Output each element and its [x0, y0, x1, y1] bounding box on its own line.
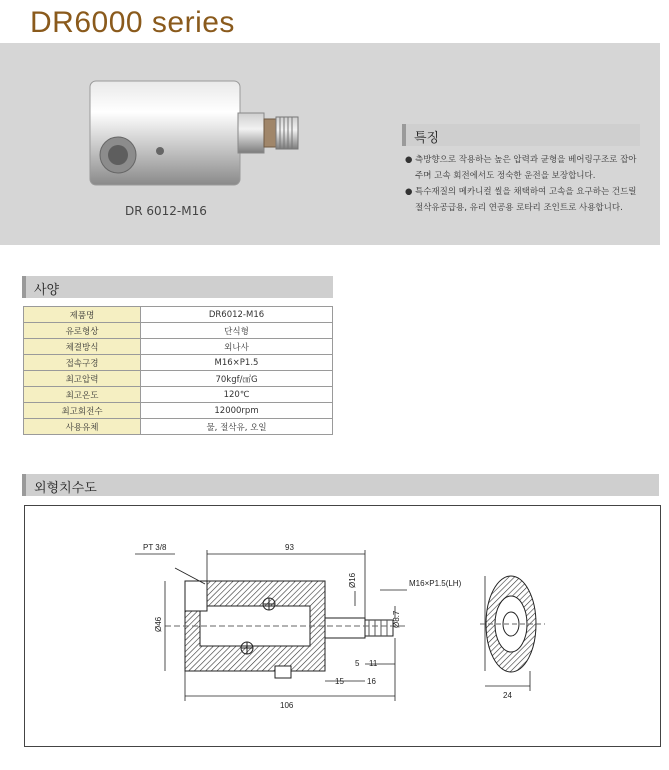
spec-value: 단식형 [141, 323, 333, 339]
spec-header [22, 276, 333, 298]
spec-value: 물, 절삭유, 오일 [141, 419, 333, 435]
spec-value: DR6012-M16 [141, 307, 333, 323]
label-d87: Ø8.7 [392, 610, 401, 628]
spec-value: 70kgf/㎠G [141, 371, 333, 387]
label-d11: 11 [369, 659, 378, 668]
dimension-drawing [24, 505, 661, 747]
label-d5: 5 [355, 659, 360, 668]
label-d93: 93 [285, 543, 294, 552]
feature-text: 특수재질의 메카니컬 씰을 채택하여 고속을 요구하는 건드릴 절삭유공급용, 유리 연공용 로타리 조인트로 사용합니다. [415, 187, 637, 213]
label-d46: Ø46 [154, 616, 163, 632]
features-header [402, 124, 640, 146]
feature-item [405, 184, 641, 216]
spec-key: 최고압력 [24, 371, 141, 387]
label-d24: 24 [503, 691, 512, 700]
label-thread: M16×P1.5(LH) [409, 579, 462, 588]
spec-heading: 사양 [34, 283, 60, 298]
feature-item [405, 152, 641, 184]
table-row [24, 371, 333, 387]
spec-key: 제품명 [24, 307, 141, 323]
table-row [24, 339, 333, 355]
spec-value: 120℃ [141, 387, 333, 403]
label-d106: 106 [280, 701, 294, 710]
feature-text: 측방향으로 작용하는 높은 압력과 균형을 베어링구조로 잡아주며 고속 회전에서도 정숙한 운전을 보장합니다. [415, 155, 637, 181]
product-caption: DR 6012-M16 [125, 204, 207, 218]
table-row [24, 403, 333, 419]
label-d16: Ø16 [348, 572, 357, 588]
bullet-icon: ● [405, 155, 413, 165]
drawing-heading: 외형치수도 [34, 481, 97, 496]
drawing-svg [25, 506, 660, 746]
spec-table [23, 306, 333, 435]
features-list [405, 152, 641, 216]
table-row [24, 307, 333, 323]
label-d16b: 16 [367, 677, 376, 686]
features-heading: 특징 [414, 131, 440, 146]
spec-key: 최고온도 [24, 387, 141, 403]
spec-value: 12000rpm [141, 403, 333, 419]
label-pt: PT 3/8 [143, 543, 167, 552]
product-photo [80, 73, 320, 223]
table-row [24, 355, 333, 371]
drawing-header [22, 474, 659, 496]
spec-key: 유로형상 [24, 323, 141, 339]
table-row [24, 419, 333, 435]
spec-key: 접속구경 [24, 355, 141, 371]
spec-key: 체결방식 [24, 339, 141, 355]
spec-value: 외나사 [141, 339, 333, 355]
label-d15: 15 [335, 677, 344, 686]
page-title: DR6000 series [30, 6, 235, 39]
table-row [24, 387, 333, 403]
section-accent [402, 124, 406, 146]
section-accent [22, 474, 26, 496]
spec-key: 사용유체 [24, 419, 141, 435]
spec-key: 최고회전수 [24, 403, 141, 419]
section-accent [22, 276, 26, 298]
bullet-icon: ● [405, 187, 413, 197]
spec-value: M16×P1.5 [141, 355, 333, 371]
table-row [24, 323, 333, 339]
